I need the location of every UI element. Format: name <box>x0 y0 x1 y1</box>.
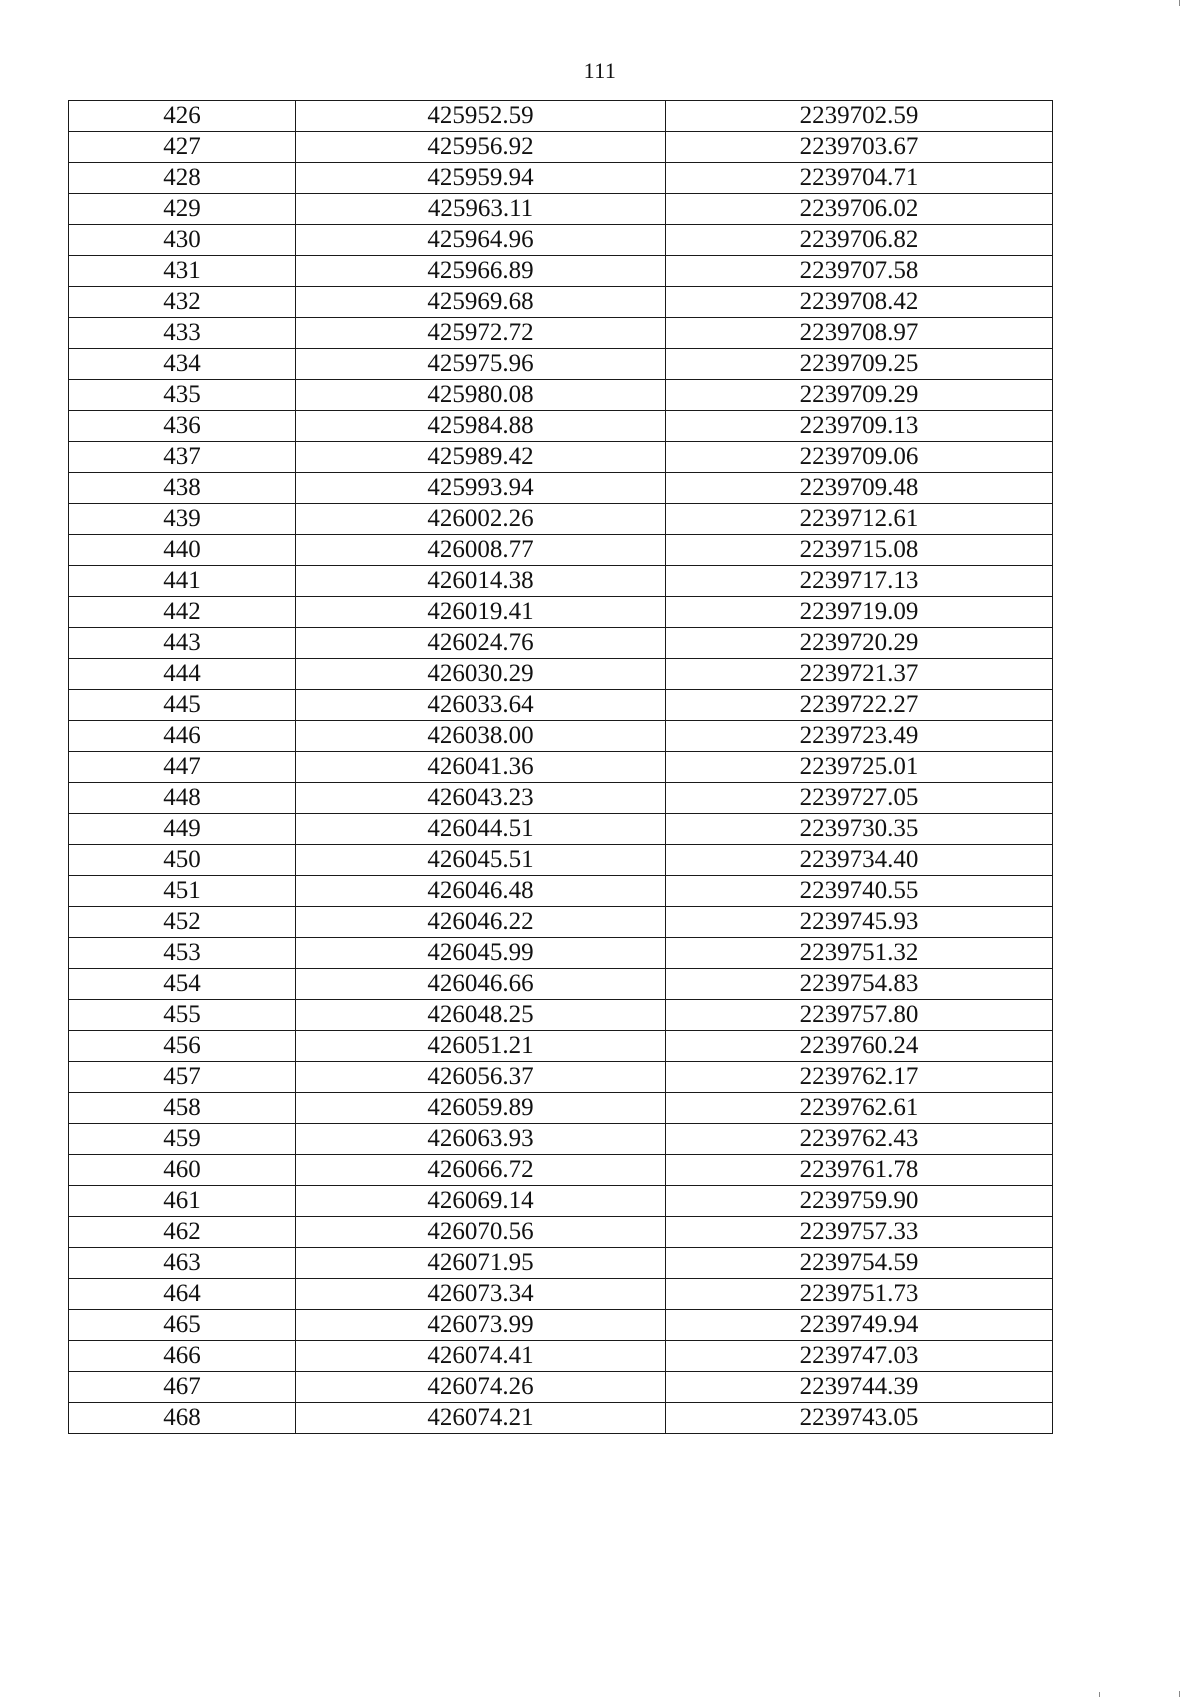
y-coordinate-cell: 2239757.33 <box>666 1217 1053 1248</box>
point-number-cell: 430 <box>69 225 296 256</box>
table-row <box>69 845 1053 876</box>
table-row <box>69 1403 1053 1434</box>
y-coordinate-cell: 2239721.37 <box>666 659 1053 690</box>
point-number-cell: 453 <box>69 938 296 969</box>
table-row <box>69 287 1053 318</box>
table-row <box>69 1062 1053 1093</box>
y-coordinate-cell: 2239709.29 <box>666 380 1053 411</box>
point-number-cell: 448 <box>69 783 296 814</box>
table-row <box>69 628 1053 659</box>
point-number-cell: 438 <box>69 473 296 504</box>
point-number-cell: 446 <box>69 721 296 752</box>
x-coordinate-cell: 425952.59 <box>296 101 666 132</box>
y-coordinate-cell: 2239706.82 <box>666 225 1053 256</box>
table-row <box>69 256 1053 287</box>
point-number-cell: 451 <box>69 876 296 907</box>
table-row <box>69 473 1053 504</box>
y-coordinate-cell: 2239703.67 <box>666 132 1053 163</box>
x-coordinate-cell: 426002.26 <box>296 504 666 535</box>
x-coordinate-cell: 426030.29 <box>296 659 666 690</box>
x-coordinate-cell: 425980.08 <box>296 380 666 411</box>
y-coordinate-cell: 2239747.03 <box>666 1341 1053 1372</box>
y-coordinate-cell: 2239725.01 <box>666 752 1053 783</box>
x-coordinate-cell: 426069.14 <box>296 1186 666 1217</box>
table-row <box>69 101 1053 132</box>
x-coordinate-cell: 426074.41 <box>296 1341 666 1372</box>
point-number-cell: 462 <box>69 1217 296 1248</box>
y-coordinate-cell: 2239709.48 <box>666 473 1053 504</box>
y-coordinate-cell: 2239761.78 <box>666 1155 1053 1186</box>
y-coordinate-cell: 2239719.09 <box>666 597 1053 628</box>
table-row <box>69 1310 1053 1341</box>
point-number-cell: 426 <box>69 101 296 132</box>
table-row <box>69 1155 1053 1186</box>
x-coordinate-cell: 425966.89 <box>296 256 666 287</box>
table-row <box>69 1000 1053 1031</box>
table-row <box>69 938 1053 969</box>
table-row <box>69 349 1053 380</box>
table-row <box>69 225 1053 256</box>
page-number: 111 <box>583 58 617 83</box>
y-coordinate-cell: 2239702.59 <box>666 101 1053 132</box>
point-number-cell: 441 <box>69 566 296 597</box>
x-coordinate-cell: 426059.89 <box>296 1093 666 1124</box>
table-row <box>69 659 1053 690</box>
table-row <box>69 876 1053 907</box>
x-coordinate-cell: 426048.25 <box>296 1000 666 1031</box>
x-coordinate-cell: 426074.26 <box>296 1372 666 1403</box>
table-row <box>69 814 1053 845</box>
point-number-cell: 458 <box>69 1093 296 1124</box>
y-coordinate-cell: 2239751.73 <box>666 1279 1053 1310</box>
y-coordinate-cell: 2239722.27 <box>666 690 1053 721</box>
y-coordinate-cell: 2239743.05 <box>666 1403 1053 1434</box>
x-coordinate-cell: 426046.22 <box>296 907 666 938</box>
y-coordinate-cell: 2239717.13 <box>666 566 1053 597</box>
x-coordinate-cell: 425964.96 <box>296 225 666 256</box>
coordinates-table <box>68 100 1053 1434</box>
y-coordinate-cell: 2239704.71 <box>666 163 1053 194</box>
table-row <box>69 969 1053 1000</box>
x-coordinate-cell: 426038.00 <box>296 721 666 752</box>
x-coordinate-cell: 426024.76 <box>296 628 666 659</box>
x-coordinate-cell: 425959.94 <box>296 163 666 194</box>
y-coordinate-cell: 2239727.05 <box>666 783 1053 814</box>
point-number-cell: 452 <box>69 907 296 938</box>
y-coordinate-cell: 2239709.13 <box>666 411 1053 442</box>
y-coordinate-cell: 2239762.17 <box>666 1062 1053 1093</box>
table-row <box>69 907 1053 938</box>
x-coordinate-cell: 426014.38 <box>296 566 666 597</box>
table-row <box>69 132 1053 163</box>
x-coordinate-cell: 426073.34 <box>296 1279 666 1310</box>
table-row <box>69 1031 1053 1062</box>
point-number-cell: 434 <box>69 349 296 380</box>
table-row <box>69 597 1053 628</box>
table-row <box>69 442 1053 473</box>
point-number-cell: 460 <box>69 1155 296 1186</box>
x-coordinate-cell: 426046.66 <box>296 969 666 1000</box>
point-number-cell: 437 <box>69 442 296 473</box>
x-coordinate-cell: 426044.51 <box>296 814 666 845</box>
x-coordinate-cell: 426066.72 <box>296 1155 666 1186</box>
table-row <box>69 566 1053 597</box>
table-row <box>69 163 1053 194</box>
y-coordinate-cell: 2239744.39 <box>666 1372 1053 1403</box>
table-row <box>69 504 1053 535</box>
y-coordinate-cell: 2239720.29 <box>666 628 1053 659</box>
y-coordinate-cell: 2239762.61 <box>666 1093 1053 1124</box>
table-row <box>69 1217 1053 1248</box>
y-coordinate-cell: 2239745.93 <box>666 907 1053 938</box>
scan-mark <box>1179 1691 1180 1697</box>
point-number-cell: 436 <box>69 411 296 442</box>
y-coordinate-cell: 2239757.80 <box>666 1000 1053 1031</box>
point-number-cell: 427 <box>69 132 296 163</box>
table-row <box>69 1372 1053 1403</box>
table-row <box>69 1248 1053 1279</box>
y-coordinate-cell: 2239734.40 <box>666 845 1053 876</box>
table-row <box>69 1124 1053 1155</box>
x-coordinate-cell: 426071.95 <box>296 1248 666 1279</box>
point-number-cell: 442 <box>69 597 296 628</box>
y-coordinate-cell: 2239754.83 <box>666 969 1053 1000</box>
x-coordinate-cell: 426019.41 <box>296 597 666 628</box>
table-row <box>69 752 1053 783</box>
x-coordinate-cell: 425963.11 <box>296 194 666 225</box>
point-number-cell: 447 <box>69 752 296 783</box>
y-coordinate-cell: 2239751.32 <box>666 938 1053 969</box>
point-number-cell: 432 <box>69 287 296 318</box>
table-row <box>69 318 1053 349</box>
y-coordinate-cell: 2239760.24 <box>666 1031 1053 1062</box>
x-coordinate-cell: 425993.94 <box>296 473 666 504</box>
table-row <box>69 535 1053 566</box>
x-coordinate-cell: 426043.23 <box>296 783 666 814</box>
coordinates-table-body <box>69 101 1053 1434</box>
x-coordinate-cell: 425969.68 <box>296 287 666 318</box>
table-row <box>69 1279 1053 1310</box>
x-coordinate-cell: 426008.77 <box>296 535 666 566</box>
table-row <box>69 194 1053 225</box>
y-coordinate-cell: 2239759.90 <box>666 1186 1053 1217</box>
y-coordinate-cell: 2239709.25 <box>666 349 1053 380</box>
point-number-cell: 435 <box>69 380 296 411</box>
y-coordinate-cell: 2239709.06 <box>666 442 1053 473</box>
x-coordinate-cell: 426033.64 <box>296 690 666 721</box>
x-coordinate-cell: 425956.92 <box>296 132 666 163</box>
table-row <box>69 1186 1053 1217</box>
point-number-cell: 450 <box>69 845 296 876</box>
x-coordinate-cell: 426046.48 <box>296 876 666 907</box>
y-coordinate-cell: 2239723.49 <box>666 721 1053 752</box>
x-coordinate-cell: 425972.72 <box>296 318 666 349</box>
y-coordinate-cell: 2239740.55 <box>666 876 1053 907</box>
scan-mark <box>1099 1692 1100 1697</box>
x-coordinate-cell: 426073.99 <box>296 1310 666 1341</box>
point-number-cell: 449 <box>69 814 296 845</box>
y-coordinate-cell: 2239712.61 <box>666 504 1053 535</box>
x-coordinate-cell: 426070.56 <box>296 1217 666 1248</box>
table-row <box>69 1093 1053 1124</box>
point-number-cell: 468 <box>69 1403 296 1434</box>
point-number-cell: 467 <box>69 1372 296 1403</box>
x-coordinate-cell: 426041.36 <box>296 752 666 783</box>
y-coordinate-cell: 2239715.08 <box>666 535 1053 566</box>
point-number-cell: 454 <box>69 969 296 1000</box>
point-number-cell: 445 <box>69 690 296 721</box>
coordinates-table-container <box>68 100 1052 1434</box>
y-coordinate-cell: 2239707.58 <box>666 256 1053 287</box>
y-coordinate-cell: 2239730.35 <box>666 814 1053 845</box>
x-coordinate-cell: 426051.21 <box>296 1031 666 1062</box>
y-coordinate-cell: 2239706.02 <box>666 194 1053 225</box>
point-number-cell: 466 <box>69 1341 296 1372</box>
point-number-cell: 459 <box>69 1124 296 1155</box>
x-coordinate-cell: 426045.51 <box>296 845 666 876</box>
table-row <box>69 690 1053 721</box>
point-number-cell: 429 <box>69 194 296 225</box>
point-number-cell: 465 <box>69 1310 296 1341</box>
table-row <box>69 1341 1053 1372</box>
x-coordinate-cell: 425975.96 <box>296 349 666 380</box>
x-coordinate-cell: 426045.99 <box>296 938 666 969</box>
point-number-cell: 455 <box>69 1000 296 1031</box>
point-number-cell: 433 <box>69 318 296 349</box>
table-row <box>69 380 1053 411</box>
point-number-cell: 463 <box>69 1248 296 1279</box>
point-number-cell: 428 <box>69 163 296 194</box>
point-number-cell: 440 <box>69 535 296 566</box>
x-coordinate-cell: 425989.42 <box>296 442 666 473</box>
point-number-cell: 456 <box>69 1031 296 1062</box>
point-number-cell: 443 <box>69 628 296 659</box>
y-coordinate-cell: 2239708.42 <box>666 287 1053 318</box>
point-number-cell: 457 <box>69 1062 296 1093</box>
point-number-cell: 431 <box>69 256 296 287</box>
table-row <box>69 783 1053 814</box>
y-coordinate-cell: 2239708.97 <box>666 318 1053 349</box>
y-coordinate-cell: 2239762.43 <box>666 1124 1053 1155</box>
point-number-cell: 464 <box>69 1279 296 1310</box>
point-number-cell: 444 <box>69 659 296 690</box>
x-coordinate-cell: 426074.21 <box>296 1403 666 1434</box>
y-coordinate-cell: 2239754.59 <box>666 1248 1053 1279</box>
point-number-cell: 439 <box>69 504 296 535</box>
x-coordinate-cell: 425984.88 <box>296 411 666 442</box>
point-number-cell: 461 <box>69 1186 296 1217</box>
table-row <box>69 411 1053 442</box>
scan-mark <box>1179 0 1180 6</box>
x-coordinate-cell: 426063.93 <box>296 1124 666 1155</box>
x-coordinate-cell: 426056.37 <box>296 1062 666 1093</box>
y-coordinate-cell: 2239749.94 <box>666 1310 1053 1341</box>
table-row <box>69 721 1053 752</box>
